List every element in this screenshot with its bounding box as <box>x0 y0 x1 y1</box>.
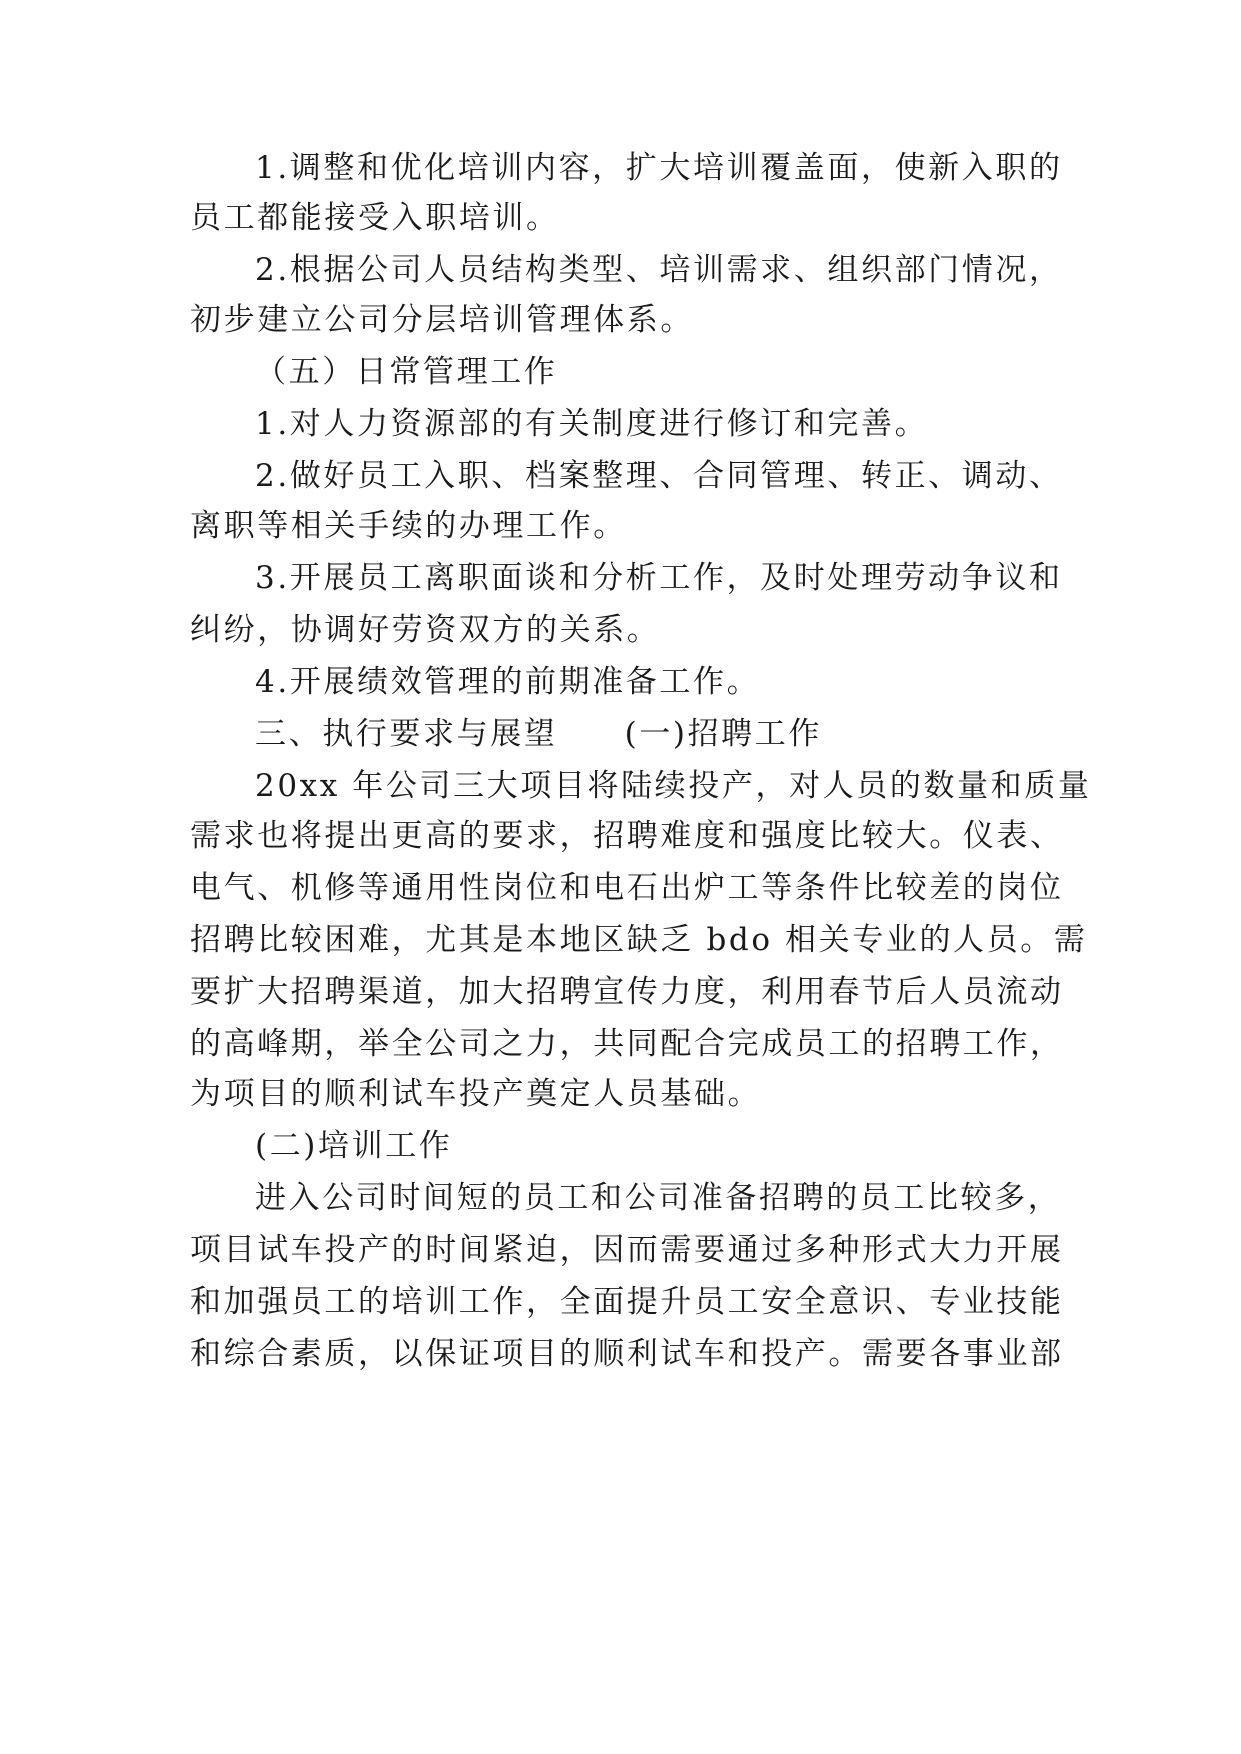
paragraph-line: 1.调整和优化培训内容，扩大培训覆盖面，使新入职的 <box>255 150 1063 186</box>
paragraph-line: 项目试车投产的时间紧迫，因而需要通过多种形式大力开展 <box>190 1232 1064 1268</box>
paragraph-line: 进入公司时间短的员工和公司准备招聘的员工比较多， <box>255 1180 1062 1216</box>
section-heading: （五）日常管理工作 <box>255 354 558 390</box>
paragraph-line: 2.做好员工入职、档案整理、合同管理、转正、调动、 <box>255 458 1063 494</box>
paragraph-line: 和综合素质，以保证项目的顺利试车和投产。需要各事业部 <box>190 1336 1064 1372</box>
section-heading: 三、执行要求与展望 (一)招聘工作 <box>255 716 822 752</box>
paragraph-line: 离职等相关手续的办理工作。 <box>190 508 627 544</box>
paragraph-line: 和加强员工的培训工作，全面提升员工安全意识、专业技能 <box>190 1284 1064 1320</box>
paragraph-line: 要扩大招聘渠道，加大招聘宣传力度，利用春节后人员流动 <box>190 974 1064 1010</box>
paragraph-line: 的高峰期，举全公司之力，共同配合完成员工的招聘工作， <box>190 1026 1064 1062</box>
paragraph-line: 招聘比较困难，尤其是本地区缺乏 bdo 相关专业的人员。需 <box>190 922 1088 958</box>
paragraph-line: 3.开展员工离职面谈和分析工作，及时处理劳动争议和 <box>255 560 1063 596</box>
section-heading: (二)培训工作 <box>255 1128 453 1164</box>
paragraph-line: 需求也将提出更高的要求，招聘难度和强度比较大。仪表、 <box>190 818 1064 854</box>
paragraph-line: 4.开展绩效管理的前期准备工作。 <box>255 664 761 700</box>
paragraph-line: 电气、机修等通用性岗位和电石出炉工等条件比较差的岗位 <box>190 870 1064 906</box>
paragraph-line: 2.根据公司人员结构类型、培训需求、组织部门情况， <box>255 252 1063 288</box>
paragraph-line: 1.对人力资源部的有关制度进行修订和完善。 <box>255 406 929 442</box>
paragraph-line: 初步建立公司分层培训管理体系。 <box>190 302 694 338</box>
paragraph-line: 为项目的顺利试车投产奠定人员基础。 <box>190 1076 762 1112</box>
paragraph-line: 纠纷，协调好劳资双方的关系。 <box>190 612 661 648</box>
paragraph-line: 员工都能接受入职培训。 <box>190 200 560 236</box>
paragraph-line: 20xx 年公司三大项目将陆续投产，对人员的数量和质量 <box>255 768 1092 804</box>
